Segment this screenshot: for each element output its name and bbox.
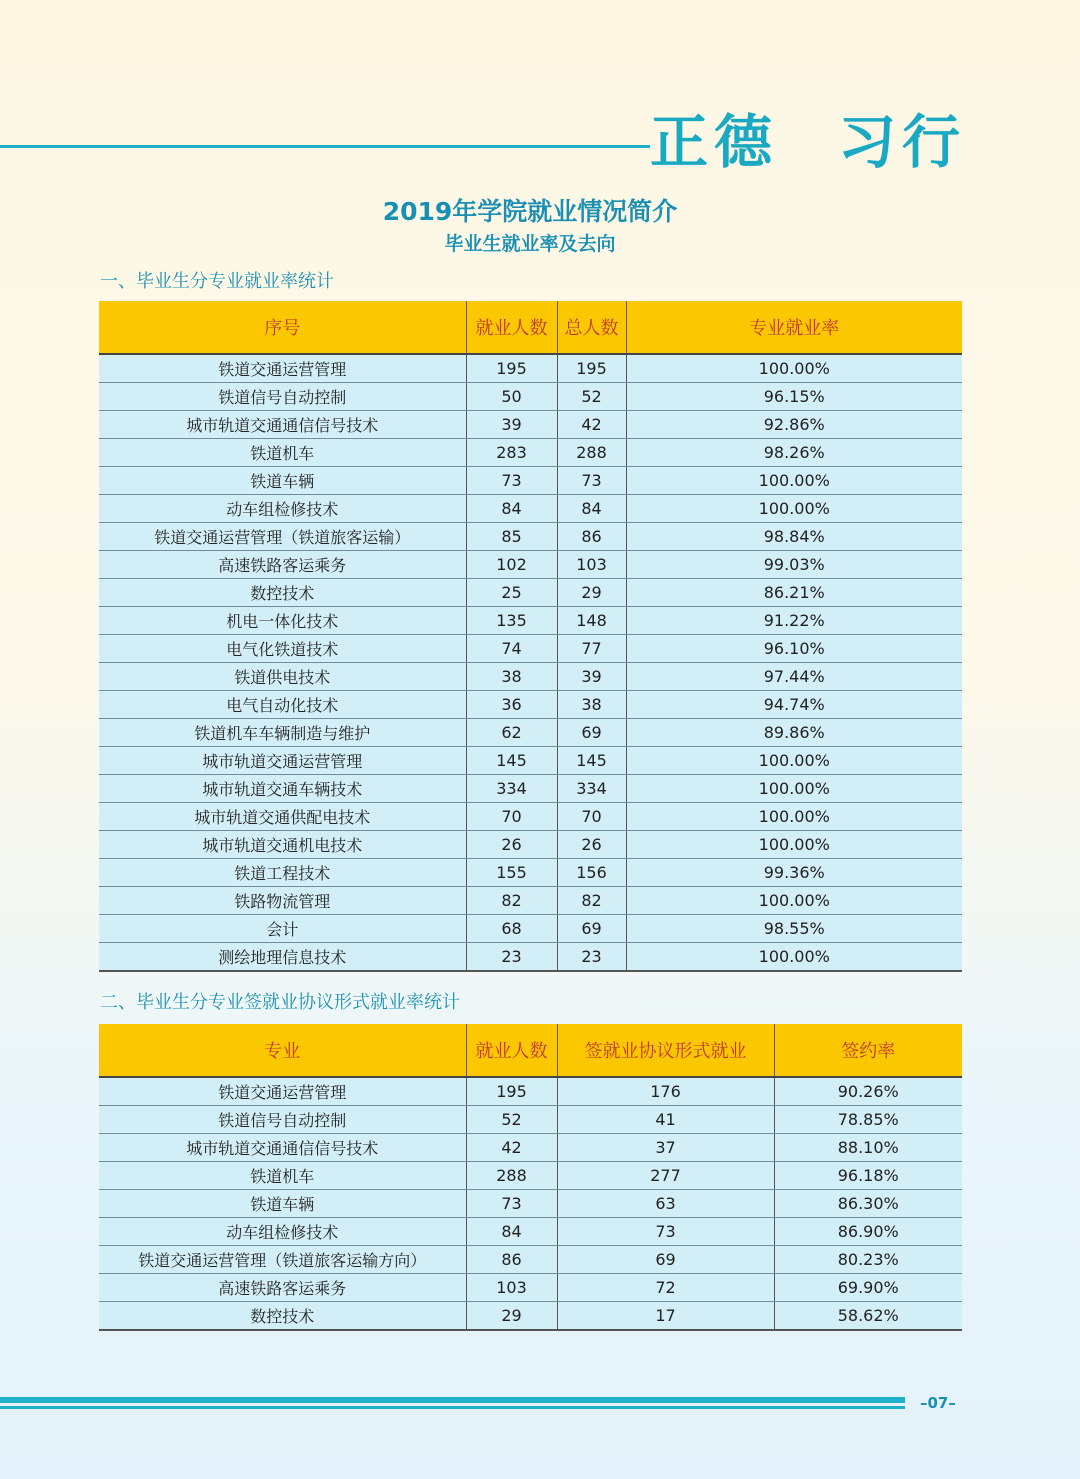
table-cell: 38	[466, 663, 557, 691]
table-cell: 42	[466, 1134, 557, 1162]
page-title: 2019年学院就业情况简介	[382, 197, 678, 226]
table-cell: 86	[557, 523, 626, 551]
table-row	[99, 747, 962, 775]
table-cell: 100.00%	[626, 943, 962, 972]
table-cell: 25	[466, 579, 557, 607]
table-cell: 86.90%	[774, 1218, 962, 1246]
table-cell: 68	[466, 915, 557, 943]
table-cell: 23	[466, 943, 557, 972]
table-cell: 100.00%	[626, 467, 962, 495]
table-header-row	[99, 301, 962, 354]
table-cell: 铁道机车	[99, 1162, 466, 1190]
table-cell: 铁道供电技术	[99, 663, 466, 691]
table-row	[99, 943, 962, 972]
table-cell: 145	[466, 747, 557, 775]
table-cell: 96.10%	[626, 635, 962, 663]
table-cell: 铁道车辆	[99, 1190, 466, 1218]
table-cell: 100.00%	[626, 747, 962, 775]
table-row	[99, 411, 962, 439]
table-cell: 102	[466, 551, 557, 579]
table-cell: 铁道车辆	[99, 467, 466, 495]
table-cell: 86.30%	[774, 1190, 962, 1218]
table-cell: 铁道交通运营管理	[99, 1077, 466, 1106]
table-cell: 高速铁路客运乘务	[99, 1274, 466, 1302]
column-header: 序号	[99, 301, 466, 354]
table-cell: 73	[466, 467, 557, 495]
table-cell: 铁道信号自动控制	[99, 383, 466, 411]
table-cell: 88.10%	[774, 1134, 962, 1162]
table-cell: 铁道工程技术	[99, 859, 466, 887]
table-row	[99, 439, 962, 467]
table-cell: 195	[557, 354, 626, 383]
table-cell: 城市轨道交通供配电技术	[99, 803, 466, 831]
table-cell: 会计	[99, 915, 466, 943]
table-row	[99, 551, 962, 579]
table-cell: 38	[557, 691, 626, 719]
table-cell: 99.03%	[626, 551, 962, 579]
table-cell: 城市轨道交通通信信号技术	[99, 1134, 466, 1162]
table-cell: 42	[557, 411, 626, 439]
table-cell: 62	[466, 719, 557, 747]
table-row	[99, 831, 962, 859]
table-cell: 72	[557, 1274, 774, 1302]
table-cell: 铁道机车	[99, 439, 466, 467]
table-cell: 铁道交通运营管理（铁道旅客运输方向）	[99, 1246, 466, 1274]
table-cell: 135	[466, 607, 557, 635]
table-cell: 73	[557, 467, 626, 495]
table-cell: 26	[557, 831, 626, 859]
table-row	[99, 915, 962, 943]
section2-heading: 二、毕业生分专业签就业协议形式就业率统计	[100, 992, 460, 1013]
table-row	[99, 1302, 962, 1331]
table-cell: 26	[466, 831, 557, 859]
table-row	[99, 495, 962, 523]
table-cell: 29	[557, 579, 626, 607]
table-cell: 283	[466, 439, 557, 467]
column-header: 就业人数	[466, 1024, 557, 1077]
footer-rule	[0, 1397, 905, 1403]
table-row	[99, 719, 962, 747]
table-cell: 100.00%	[626, 803, 962, 831]
table-cell: 铁道机车车辆制造与维护	[99, 719, 466, 747]
table-cell: 84	[557, 495, 626, 523]
table-cell: 电气化铁道技术	[99, 635, 466, 663]
table-cell: 39	[466, 411, 557, 439]
table-cell: 288	[466, 1162, 557, 1190]
column-header: 签就业协议形式就业	[557, 1024, 774, 1077]
table-cell: 城市轨道交通通信信号技术	[99, 411, 466, 439]
table-row	[99, 383, 962, 411]
table-cell: 100.00%	[626, 775, 962, 803]
table-row	[99, 1190, 962, 1218]
table-cell: 58.62%	[774, 1302, 962, 1331]
table-cell: 69	[557, 915, 626, 943]
table-row	[99, 775, 962, 803]
table-cell: 城市轨道交通机电技术	[99, 831, 466, 859]
footer-rule-thin	[0, 1406, 905, 1409]
table-row	[99, 467, 962, 495]
table-body	[99, 1077, 962, 1330]
table-cell: 69	[557, 719, 626, 747]
table-cell: 82	[466, 887, 557, 915]
table-row	[99, 1246, 962, 1274]
table-cell: 铁道信号自动控制	[99, 1106, 466, 1134]
table-cell: 70	[557, 803, 626, 831]
table-cell: 334	[557, 775, 626, 803]
table-cell: 74	[466, 635, 557, 663]
table-cell: 城市轨道交通车辆技术	[99, 775, 466, 803]
table-cell: 288	[557, 439, 626, 467]
table-cell: 高速铁路客运乘务	[99, 551, 466, 579]
table-row	[99, 1162, 962, 1190]
table-cell: 73	[466, 1190, 557, 1218]
table-cell: 82	[557, 887, 626, 915]
table-row	[99, 579, 962, 607]
table-cell: 39	[557, 663, 626, 691]
table-row	[99, 354, 962, 383]
table-cell: 89.86%	[626, 719, 962, 747]
column-header: 专业	[99, 1024, 466, 1077]
table-cell: 城市轨道交通运营管理	[99, 747, 466, 775]
table-cell: 78.85%	[774, 1106, 962, 1134]
table-row	[99, 1106, 962, 1134]
table-cell: 69	[557, 1246, 774, 1274]
table-cell: 155	[466, 859, 557, 887]
employment-rate-table	[99, 301, 962, 972]
table-cell: 98.84%	[626, 523, 962, 551]
table-cell: 148	[557, 607, 626, 635]
table-row	[99, 1134, 962, 1162]
table-row	[99, 691, 962, 719]
table-cell: 92.86%	[626, 411, 962, 439]
table-row	[99, 663, 962, 691]
table-cell: 156	[557, 859, 626, 887]
table-cell: 电气自动化技术	[99, 691, 466, 719]
table-row	[99, 523, 962, 551]
table-cell: 69.90%	[774, 1274, 962, 1302]
table-body	[99, 354, 962, 971]
motto-right: 习行	[838, 108, 967, 176]
table-cell: 98.55%	[626, 915, 962, 943]
table-cell: 100.00%	[626, 831, 962, 859]
table-cell: 195	[466, 354, 557, 383]
column-header: 签约率	[774, 1024, 962, 1077]
page-number: –07–	[920, 1394, 956, 1412]
motto	[650, 104, 980, 180]
table-cell: 80.23%	[774, 1246, 962, 1274]
table-cell: 94.74%	[626, 691, 962, 719]
table-cell: 100.00%	[626, 354, 962, 383]
table-cell: 90.26%	[774, 1077, 962, 1106]
table-cell: 52	[466, 1106, 557, 1134]
table-cell: 50	[466, 383, 557, 411]
table-row	[99, 1077, 962, 1106]
table-row	[99, 635, 962, 663]
table-cell: 97.44%	[626, 663, 962, 691]
table-cell: 52	[557, 383, 626, 411]
table-cell: 98.26%	[626, 439, 962, 467]
table-row	[99, 887, 962, 915]
table-cell: 103	[466, 1274, 557, 1302]
column-header: 专业就业率	[626, 301, 962, 354]
table-cell: 29	[466, 1302, 557, 1331]
table-cell: 96.15%	[626, 383, 962, 411]
table-row	[99, 607, 962, 635]
table-row	[99, 1274, 962, 1302]
table-cell: 机电一体化技术	[99, 607, 466, 635]
table-cell: 数控技术	[99, 579, 466, 607]
table-cell: 99.36%	[626, 859, 962, 887]
table-cell: 测绘地理信息技术	[99, 943, 466, 972]
table-header-row	[99, 1024, 962, 1077]
section1-heading: 一、毕业生分专业就业率统计	[100, 271, 334, 292]
page-subtitle: 毕业生就业率及去向	[444, 233, 616, 255]
table-cell: 37	[557, 1134, 774, 1162]
table-cell: 84	[466, 1218, 557, 1246]
table-row	[99, 803, 962, 831]
table-cell: 86.21%	[626, 579, 962, 607]
table-row	[99, 859, 962, 887]
table-cell: 动车组检修技术	[99, 1218, 466, 1246]
table-cell: 铁道交通运营管理	[99, 354, 466, 383]
table-cell: 100.00%	[626, 887, 962, 915]
table-cell: 195	[466, 1077, 557, 1106]
table-cell: 86	[466, 1246, 557, 1274]
table-cell: 63	[557, 1190, 774, 1218]
table-cell: 85	[466, 523, 557, 551]
header-rule	[0, 145, 650, 148]
table-cell: 41	[557, 1106, 774, 1134]
table-cell: 23	[557, 943, 626, 972]
table-cell: 73	[557, 1218, 774, 1246]
table-cell: 数控技术	[99, 1302, 466, 1331]
table-cell: 103	[557, 551, 626, 579]
table-cell: 176	[557, 1077, 774, 1106]
table-row	[99, 1218, 962, 1246]
table-cell: 17	[557, 1302, 774, 1331]
table-cell: 145	[557, 747, 626, 775]
table-cell: 91.22%	[626, 607, 962, 635]
table-cell: 84	[466, 495, 557, 523]
column-header: 就业人数	[466, 301, 557, 354]
table-cell: 77	[557, 635, 626, 663]
motto-left: 正德	[650, 108, 779, 176]
table-cell: 铁道交通运营管理（铁道旅客运输）	[99, 523, 466, 551]
table-cell: 铁路物流管理	[99, 887, 466, 915]
table-cell: 36	[466, 691, 557, 719]
table-cell: 334	[466, 775, 557, 803]
table-cell: 70	[466, 803, 557, 831]
table-cell: 动车组检修技术	[99, 495, 466, 523]
contract-rate-table	[99, 1024, 962, 1331]
table-cell: 100.00%	[626, 495, 962, 523]
table-cell: 96.18%	[774, 1162, 962, 1190]
table-cell: 277	[557, 1162, 774, 1190]
column-header: 总人数	[557, 301, 626, 354]
